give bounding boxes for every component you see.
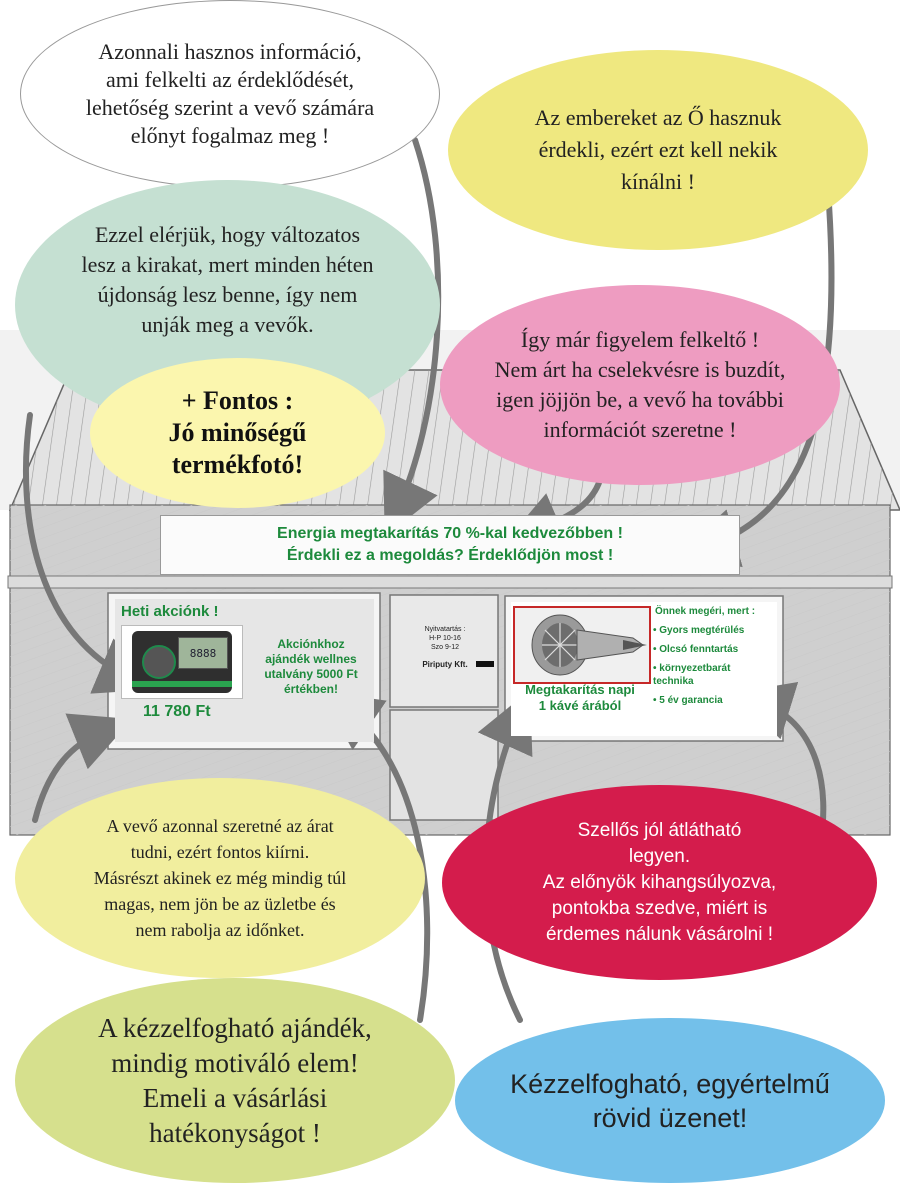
product-price: 11 780 Ft [143, 703, 211, 720]
multimeter-dial-icon [142, 645, 176, 679]
left-window [115, 599, 374, 742]
banner-text: Energia megtakarítás 70 %-kal kedvezőbben ! Érdekli ez a megoldás? Érdeklődjön most ! [277, 525, 623, 564]
bubble-price-info: A vevő azonnal szeretné az árat tudni, ezért fontos kiírni. Másrészt akinek ez még mindig túl magas, nem jön be az üzletbe és nem rabolja az időnket. [15, 778, 425, 978]
benefit-item: • 5 év garancia [653, 695, 723, 706]
door-sign [400, 625, 490, 685]
company-name: Piriputy Kft. [422, 660, 468, 669]
right-window [511, 602, 777, 736]
bubble-call-to-action: Így már figyelem felkeltő ! Nem árt ha cselekvésre is buzdít, igen jöjjön be, a vevő ha további információt szeretne ! [440, 285, 840, 485]
benefit-item: • Olcsó fenntartás [653, 644, 739, 655]
weekly-offer-title: Heti akciónk ! [121, 603, 219, 620]
bubble-clear-layout: Szellős jól átlátható legyen. Az előnyök kihangsúlyozva, pontokba szedve, miért is érdemes nálunk vásárolni ! [442, 785, 877, 980]
benefits-list [653, 624, 777, 707]
turbine-engine-icon [515, 608, 649, 682]
gift-voucher-text: Akciónkhoz ajándék wellnes utalvány 5000 Ft értékben! [264, 637, 358, 696]
opening-hours: Nyitvatartás : H-P 10-16 Szo 9-12 [424, 626, 466, 651]
bubble-customer-benefit: Az embereket az Ő hasznuk érdekli, ezért ezt kell nekik kínálni ! [448, 50, 868, 250]
benefits-title: Önnek megéri, mert : [655, 606, 756, 617]
benefit-item: • Gyors megtérülés [653, 625, 745, 636]
turbine-photo [513, 606, 651, 684]
bubble-photo-quality: + Fontos : Jó minőségű termékfotó! [90, 358, 385, 508]
multimeter-body [132, 631, 232, 693]
multimeter-display: 8888 [178, 637, 228, 669]
bubble-instant-info: Azonnali hasznos információ, ami felkelti az érdeklődését, lehetőség szerint a vevő számára előnyt fogalmaz meg ! [20, 0, 440, 188]
bubble-varied-window: Ezzel elérjük, hogy változatos lesz a kirakat, mert minden héten újdonság lesz benne, így nem unják meg a vevők. [15, 180, 440, 430]
bubble-gift-motivation: A kézzelfogható ajándék, mindig motiváló elem! Emeli a vásárlási hatékonyságot ! [15, 978, 455, 1183]
savings-headline: Megtakarítás napi 1 kávé árából [525, 682, 635, 713]
multimeter-accent [132, 681, 232, 687]
door-handle [476, 661, 494, 667]
benefit-item: • környezetbarát technika [653, 663, 731, 687]
product-photo [121, 625, 243, 699]
banner-sign [160, 515, 740, 575]
bubble-clear-message: Kézzelfogható, egyértelmű rövid üzenet! [455, 1018, 885, 1183]
